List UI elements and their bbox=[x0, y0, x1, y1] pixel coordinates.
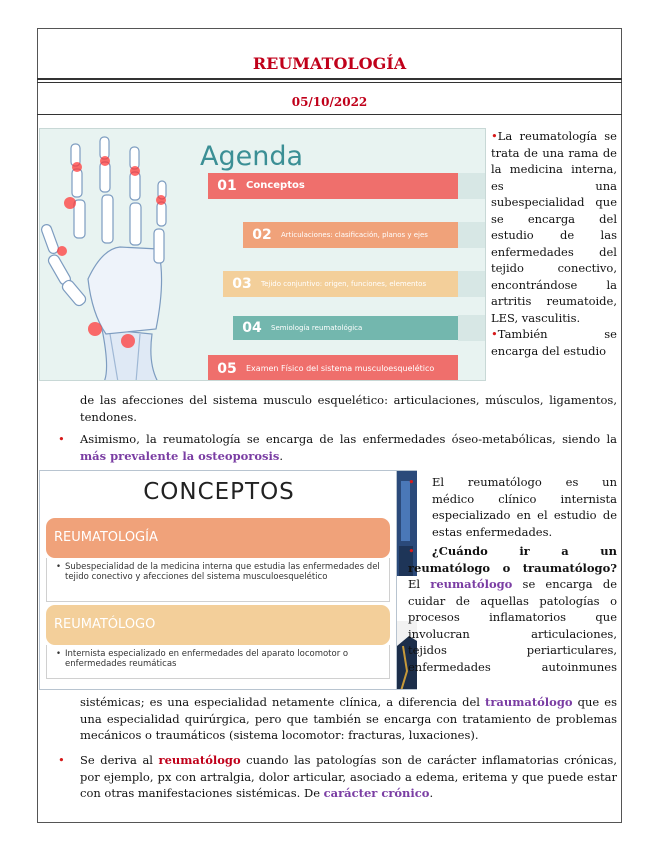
text-line: enfermedades del bbox=[491, 244, 617, 259]
agenda-side-tab bbox=[458, 271, 486, 297]
text-line-content: También bbox=[497, 327, 548, 341]
bullet-icon: • bbox=[58, 432, 65, 446]
text-run: cuando las patologías son de carácter inflamatorias crónicas, por ejemplo, px con artralgia, dolor articular, asociado a edema, eritema y que puede estar con otras manifestaciones sistémicas. De bbox=[80, 753, 617, 800]
agenda-item-label: Examen Físico del sistema musculoesquelético bbox=[246, 364, 435, 373]
concepts-slide-image bbox=[39, 470, 397, 690]
paragraph-reumatologo-definition bbox=[408, 474, 617, 540]
agenda-item-5 bbox=[208, 355, 458, 381]
agenda-item-number: 02 bbox=[252, 227, 272, 243]
text-line: estudio de las bbox=[491, 228, 617, 242]
text-line-content: se bbox=[604, 327, 617, 341]
bullet-icon: • bbox=[56, 649, 62, 659]
text-line bbox=[408, 576, 617, 593]
text-line: involucran articulaciones, bbox=[408, 626, 617, 641]
concept-text: Subespecialidad de la medicina interna que estudia las enfermedades del tejido conectivo y afecciones del sistema musculoesquelético bbox=[65, 562, 380, 582]
concept-body-reumatologo bbox=[46, 645, 390, 679]
title-rule bbox=[37, 78, 622, 83]
text-line: artritis reumatoide, bbox=[491, 294, 617, 308]
date-rule bbox=[37, 114, 622, 115]
paragraph-sistemicas bbox=[80, 694, 617, 744]
agenda-item-number: 01 bbox=[217, 178, 237, 194]
concept-text: Internista especializado en enfermedades del aparato locomotor o enfermedades reumáticas bbox=[65, 649, 349, 669]
text-run: Se deriva al bbox=[80, 753, 159, 767]
agenda-item-label: Conceptos bbox=[246, 180, 305, 191]
highlight-caracter-cronico: carácter crónico bbox=[323, 786, 430, 800]
concept-heading-reumatologia: REUMATOLOGÍA bbox=[46, 518, 390, 558]
text-run: Asimismo, la reumatología se encarga de las enfermedades óseo-metabólicas, siendo la bbox=[80, 432, 617, 446]
agenda-slide-image bbox=[39, 128, 486, 381]
bullet-icon: • bbox=[491, 129, 498, 143]
question-line: reumatólogo o traumatólogo? bbox=[408, 560, 617, 575]
agenda-item-number: 05 bbox=[217, 360, 237, 377]
paragraph-cuando-ir bbox=[408, 543, 617, 675]
paragraph-afecciones: de las afecciones del sistema musculo esquelético: articulaciones, músculos, ligamentos, tendones. bbox=[80, 393, 617, 424]
text-line: la medicina interna, bbox=[491, 162, 617, 176]
text-line: cuidar de aquellas patologías o bbox=[408, 593, 617, 608]
highlight-traumatologo: traumatólogo bbox=[485, 695, 573, 709]
agenda-item-3 bbox=[223, 271, 458, 297]
concept-heading-reumatologo: REUMATÓLOGO bbox=[46, 605, 390, 645]
agenda-item-label: Articulaciones: clasificación, planos y ejes bbox=[281, 231, 428, 239]
document-date: 05/10/2022 bbox=[291, 95, 368, 109]
text-run: . bbox=[279, 448, 284, 463]
concepts-title: CONCEPTOS bbox=[143, 479, 295, 505]
highlight-reumatologo: reumatólogo bbox=[158, 753, 241, 767]
document-title: REUMATOLOGÍA bbox=[252, 54, 407, 73]
text-line: se encarga del bbox=[491, 211, 617, 226]
agenda-item-4 bbox=[233, 316, 458, 340]
hand-skeleton-illustration bbox=[40, 129, 210, 381]
agenda-item-1 bbox=[208, 173, 458, 199]
text-run: El bbox=[408, 577, 431, 591]
text-line: encarga del estudio bbox=[491, 343, 607, 358]
text-line: enfermedades autoinmunes bbox=[408, 659, 617, 674]
paragraph-deriva bbox=[58, 752, 617, 802]
text-line: médico clínico internista bbox=[432, 491, 617, 506]
text-line: trata de una rama de bbox=[491, 145, 617, 160]
agenda-item-number: 04 bbox=[242, 320, 262, 336]
agenda-side-tab bbox=[458, 315, 486, 341]
bullet-icon: • bbox=[56, 562, 62, 572]
text-line: estas enfermedades. bbox=[432, 524, 553, 539]
bullet-icon: • bbox=[408, 475, 415, 489]
text-line: El reumatólogo es un bbox=[432, 475, 617, 489]
text-run: . bbox=[429, 786, 434, 800]
agenda-side-tab bbox=[458, 222, 486, 248]
bullet-icon: • bbox=[408, 544, 415, 558]
text-line: encontrándose la bbox=[491, 277, 617, 292]
text-line: tejidos periarticulares, bbox=[408, 643, 617, 657]
highlight-reumatologo: reumatólogo bbox=[430, 577, 513, 591]
text-run: sistémicas; es una especialidad netamente clínica, a diferencia del bbox=[80, 695, 486, 709]
text-line: procesos inflamatorios que bbox=[408, 610, 617, 624]
text-run: que es una especialidad quirúrgica, pero que también se encarga con tratamiento de problemas mecánicos o traumáticos (sistema locomotor: fracturas, luxaciones). bbox=[80, 695, 618, 742]
text-line: LES, vasculitis. bbox=[491, 310, 581, 325]
text-line: especializado en el estudio de bbox=[432, 508, 617, 522]
text-line bbox=[491, 326, 617, 343]
text-line: subespecialidad que bbox=[491, 195, 617, 209]
agenda-item-number: 03 bbox=[232, 276, 252, 292]
agenda-item-label: Tejido conjuntivo: origen, funciones, elementos bbox=[261, 280, 427, 288]
agenda-item-2 bbox=[243, 222, 458, 248]
bullet-icon: • bbox=[491, 327, 498, 341]
concept-body-reumatologia bbox=[46, 558, 390, 602]
text-run: se encarga de bbox=[512, 577, 617, 591]
paragraph-reumatologia-definition bbox=[491, 128, 617, 359]
paragraph-osteometabolicas bbox=[58, 431, 617, 464]
text-line: tejido conectivo, bbox=[491, 261, 617, 275]
text-line-content: La reumatología se bbox=[497, 129, 617, 143]
text-line: es una bbox=[491, 178, 617, 193]
highlight-osteoporosis: más prevalente la osteoporosis bbox=[80, 448, 280, 463]
bullet-icon: • bbox=[58, 753, 65, 767]
question-line: ¿Cuándo ir a un bbox=[432, 544, 617, 558]
text-line bbox=[491, 128, 617, 145]
agenda-side-tab bbox=[458, 173, 486, 199]
agenda-title: Agenda bbox=[200, 141, 304, 172]
agenda-item-label: Semiología reumatológica bbox=[271, 324, 363, 332]
